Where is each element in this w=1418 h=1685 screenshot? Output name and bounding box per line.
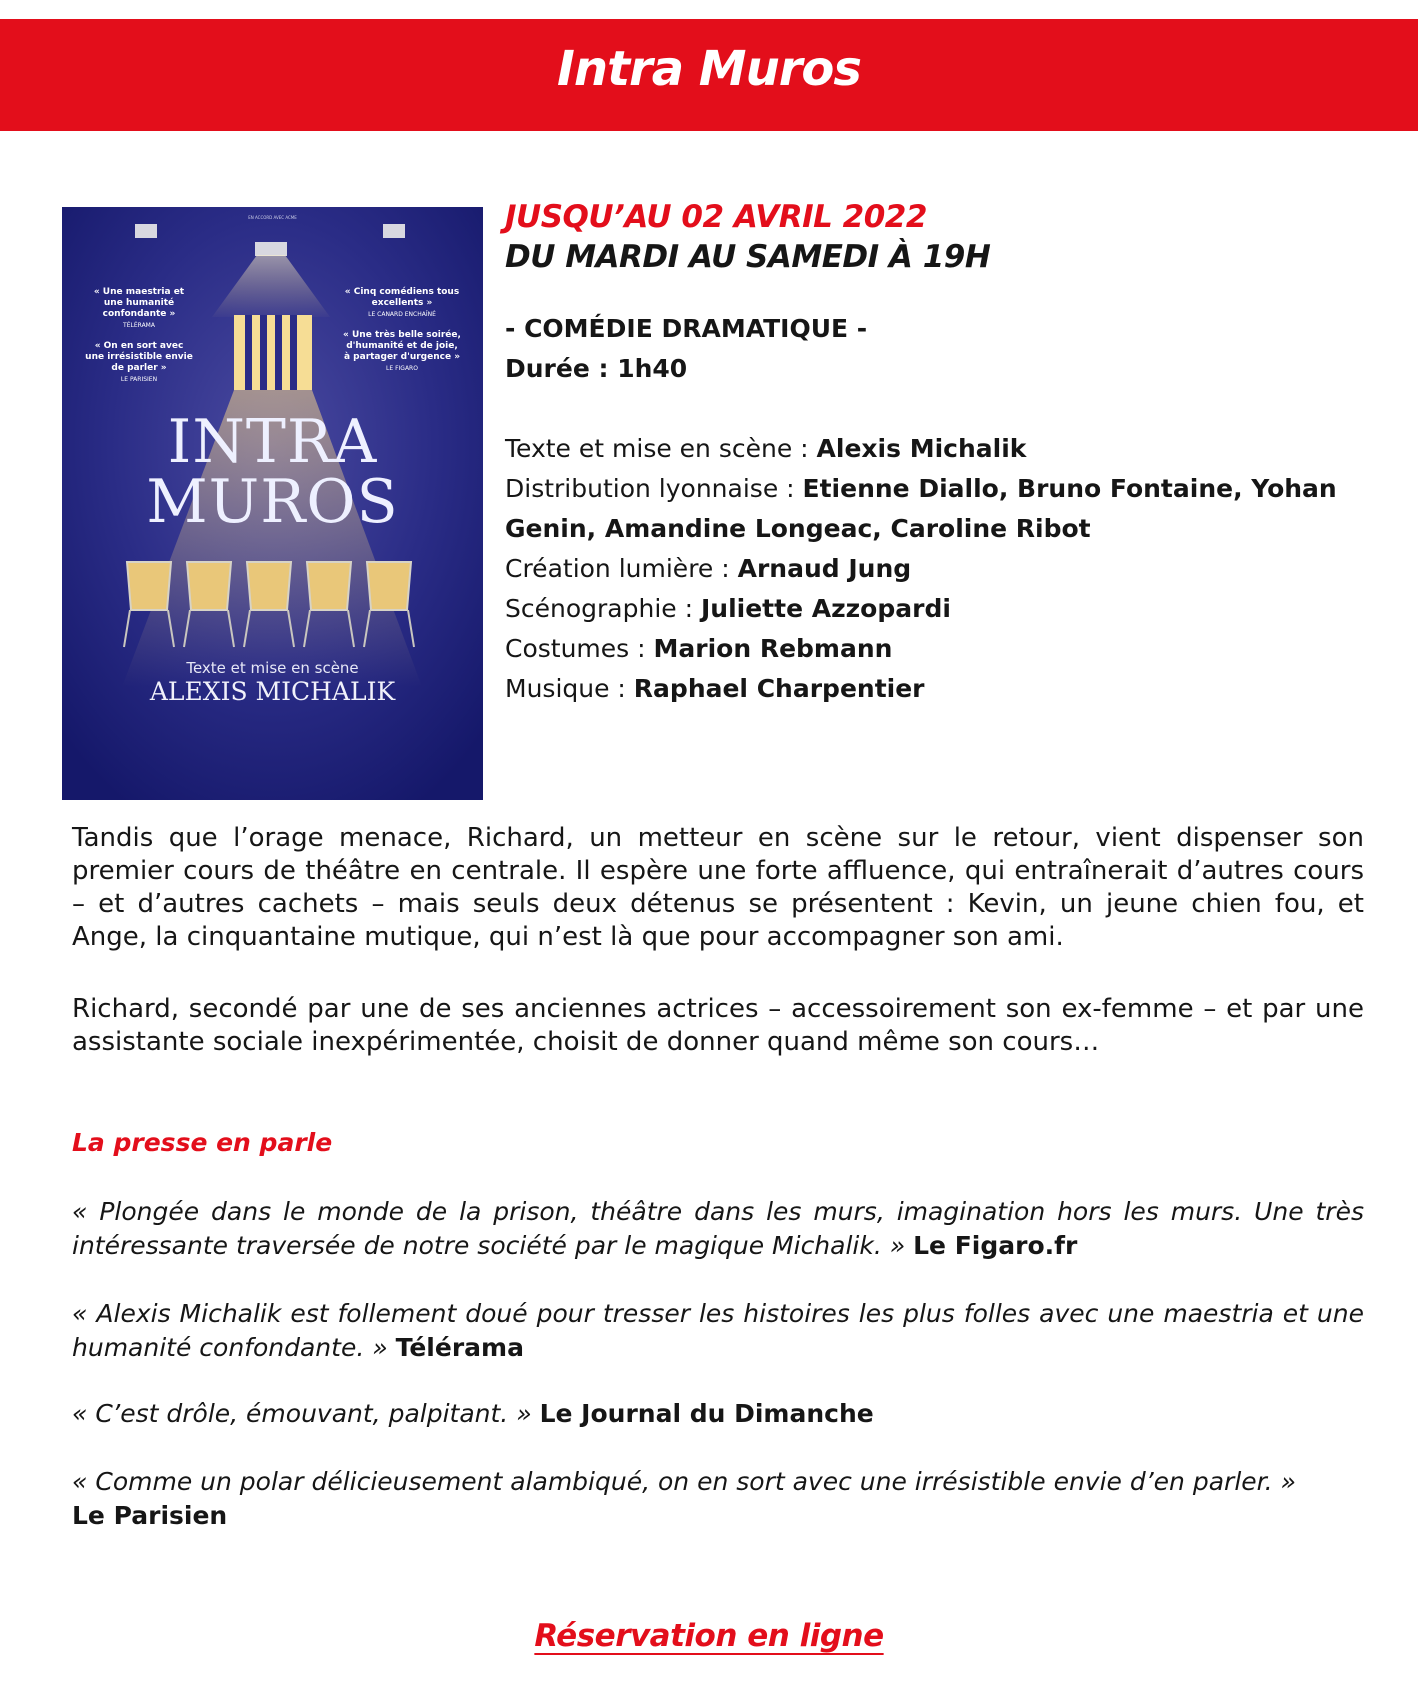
poster-subtitle: Texte et mise en scène [186,659,359,677]
genre: - COMÉDIE DRAMATIQUE - [505,314,868,343]
press-heading: La presse en parle [72,1128,333,1157]
credits-list [505,429,1385,709]
schedule: DU MARDI AU SAMEDI À 19H [505,239,991,275]
poster-author: ALEXIS MICHALIK [149,677,396,706]
show-poster [62,207,483,800]
credit-line: Scénographie : Juliette Azzopardi [505,594,951,623]
poster-quote: « Cinq comédiens tous excellents » [344,287,460,308]
poster-title: INTRA [167,407,378,477]
title-banner [0,19,1418,131]
press-quote: « Comme un polar délicieusement alambiqué, on en sort avec une irrésistible envie d’en parler. » Le Parisien [72,1467,1296,1530]
page-title: Intra Muros [557,41,861,97]
credit-line: Musique : Raphael Charpentier [505,674,925,703]
credit-line: Distribution lyonnaise : Etienne Diallo, Bruno Fontaine, Yohan Genin, Amandine Longeac, Caroline Ribot [505,474,1337,543]
duration: Durée : 1h40 [505,354,688,383]
run-until: JUSQU’AU 02 AVRIL 2022 [505,199,927,235]
barred-window [234,315,312,390]
poster-quote-source: LE FIGARO [386,365,418,372]
synopsis-paragraph: Tandis que l’orage menace, Richard, un metteur en scène sur le retour, vient dispenser son premier cours de théâtre en centrale. Il espère une forte affluence, qui entraînerait d’autres cours – et d’autres cachets – mais seuls deux détenus se présentent : Kevin, un jeune chien fou, et Ange, la cinquantaine mutique, qui n’est là que pour accompagner son ami. [72,823,1364,952]
poster-quote-source: LE PARISIEN [120,376,158,383]
poster-quote: « On en sort avec une irrésistible envie de parler » [85,341,193,373]
press-quote: « Alexis Michalik est follement doué pour tresser les histoires les plus folles avec une maestria et une humanité confondante. » Télérama [72,1299,1364,1362]
poster-title: MUROS [146,467,399,537]
press-quote: « Plongée dans le monde de la prison, théâtre dans les murs, imagination hors les murs. Une très intéressante traversée de notre société par le magique Michalik. » Le Figaro.fr [72,1197,1364,1260]
reservation-link[interactable]: Réservation en ligne [534,1618,884,1654]
poster-quote: « Une maestria et une humanité confondante » [93,287,185,319]
press-quote: « C’est drôle, émouvant, palpitant. » Le Journal du Dimanche [72,1399,874,1428]
synopsis-paragraph: Richard, secondé par une de ses anciennes actrices – accessoirement son ex-femme – et par une assistante sociale inexpérimentée, choisit de donner quand même son cours… [72,994,1364,1057]
credit-line: Texte et mise en scène : Alexis Michalik [505,434,1027,463]
poster-quote: « Une très belle soirée, d'humanité et de joie, à partager d'urgence » [343,330,461,362]
show-info [505,197,1385,709]
poster-quote-source: TÉLÉRAMA [123,322,155,329]
credit-line: Création lumière : Arnaud Jung [505,554,912,583]
poster-quote-source: LE CANARD ENCHAÎNÉ [368,311,436,318]
credit-line: Costumes : Marion Rebmann [505,634,893,663]
poster-top-credit: EN ACCORD AVEC ACME [248,215,297,220]
reservation-section [0,1618,1418,1654]
